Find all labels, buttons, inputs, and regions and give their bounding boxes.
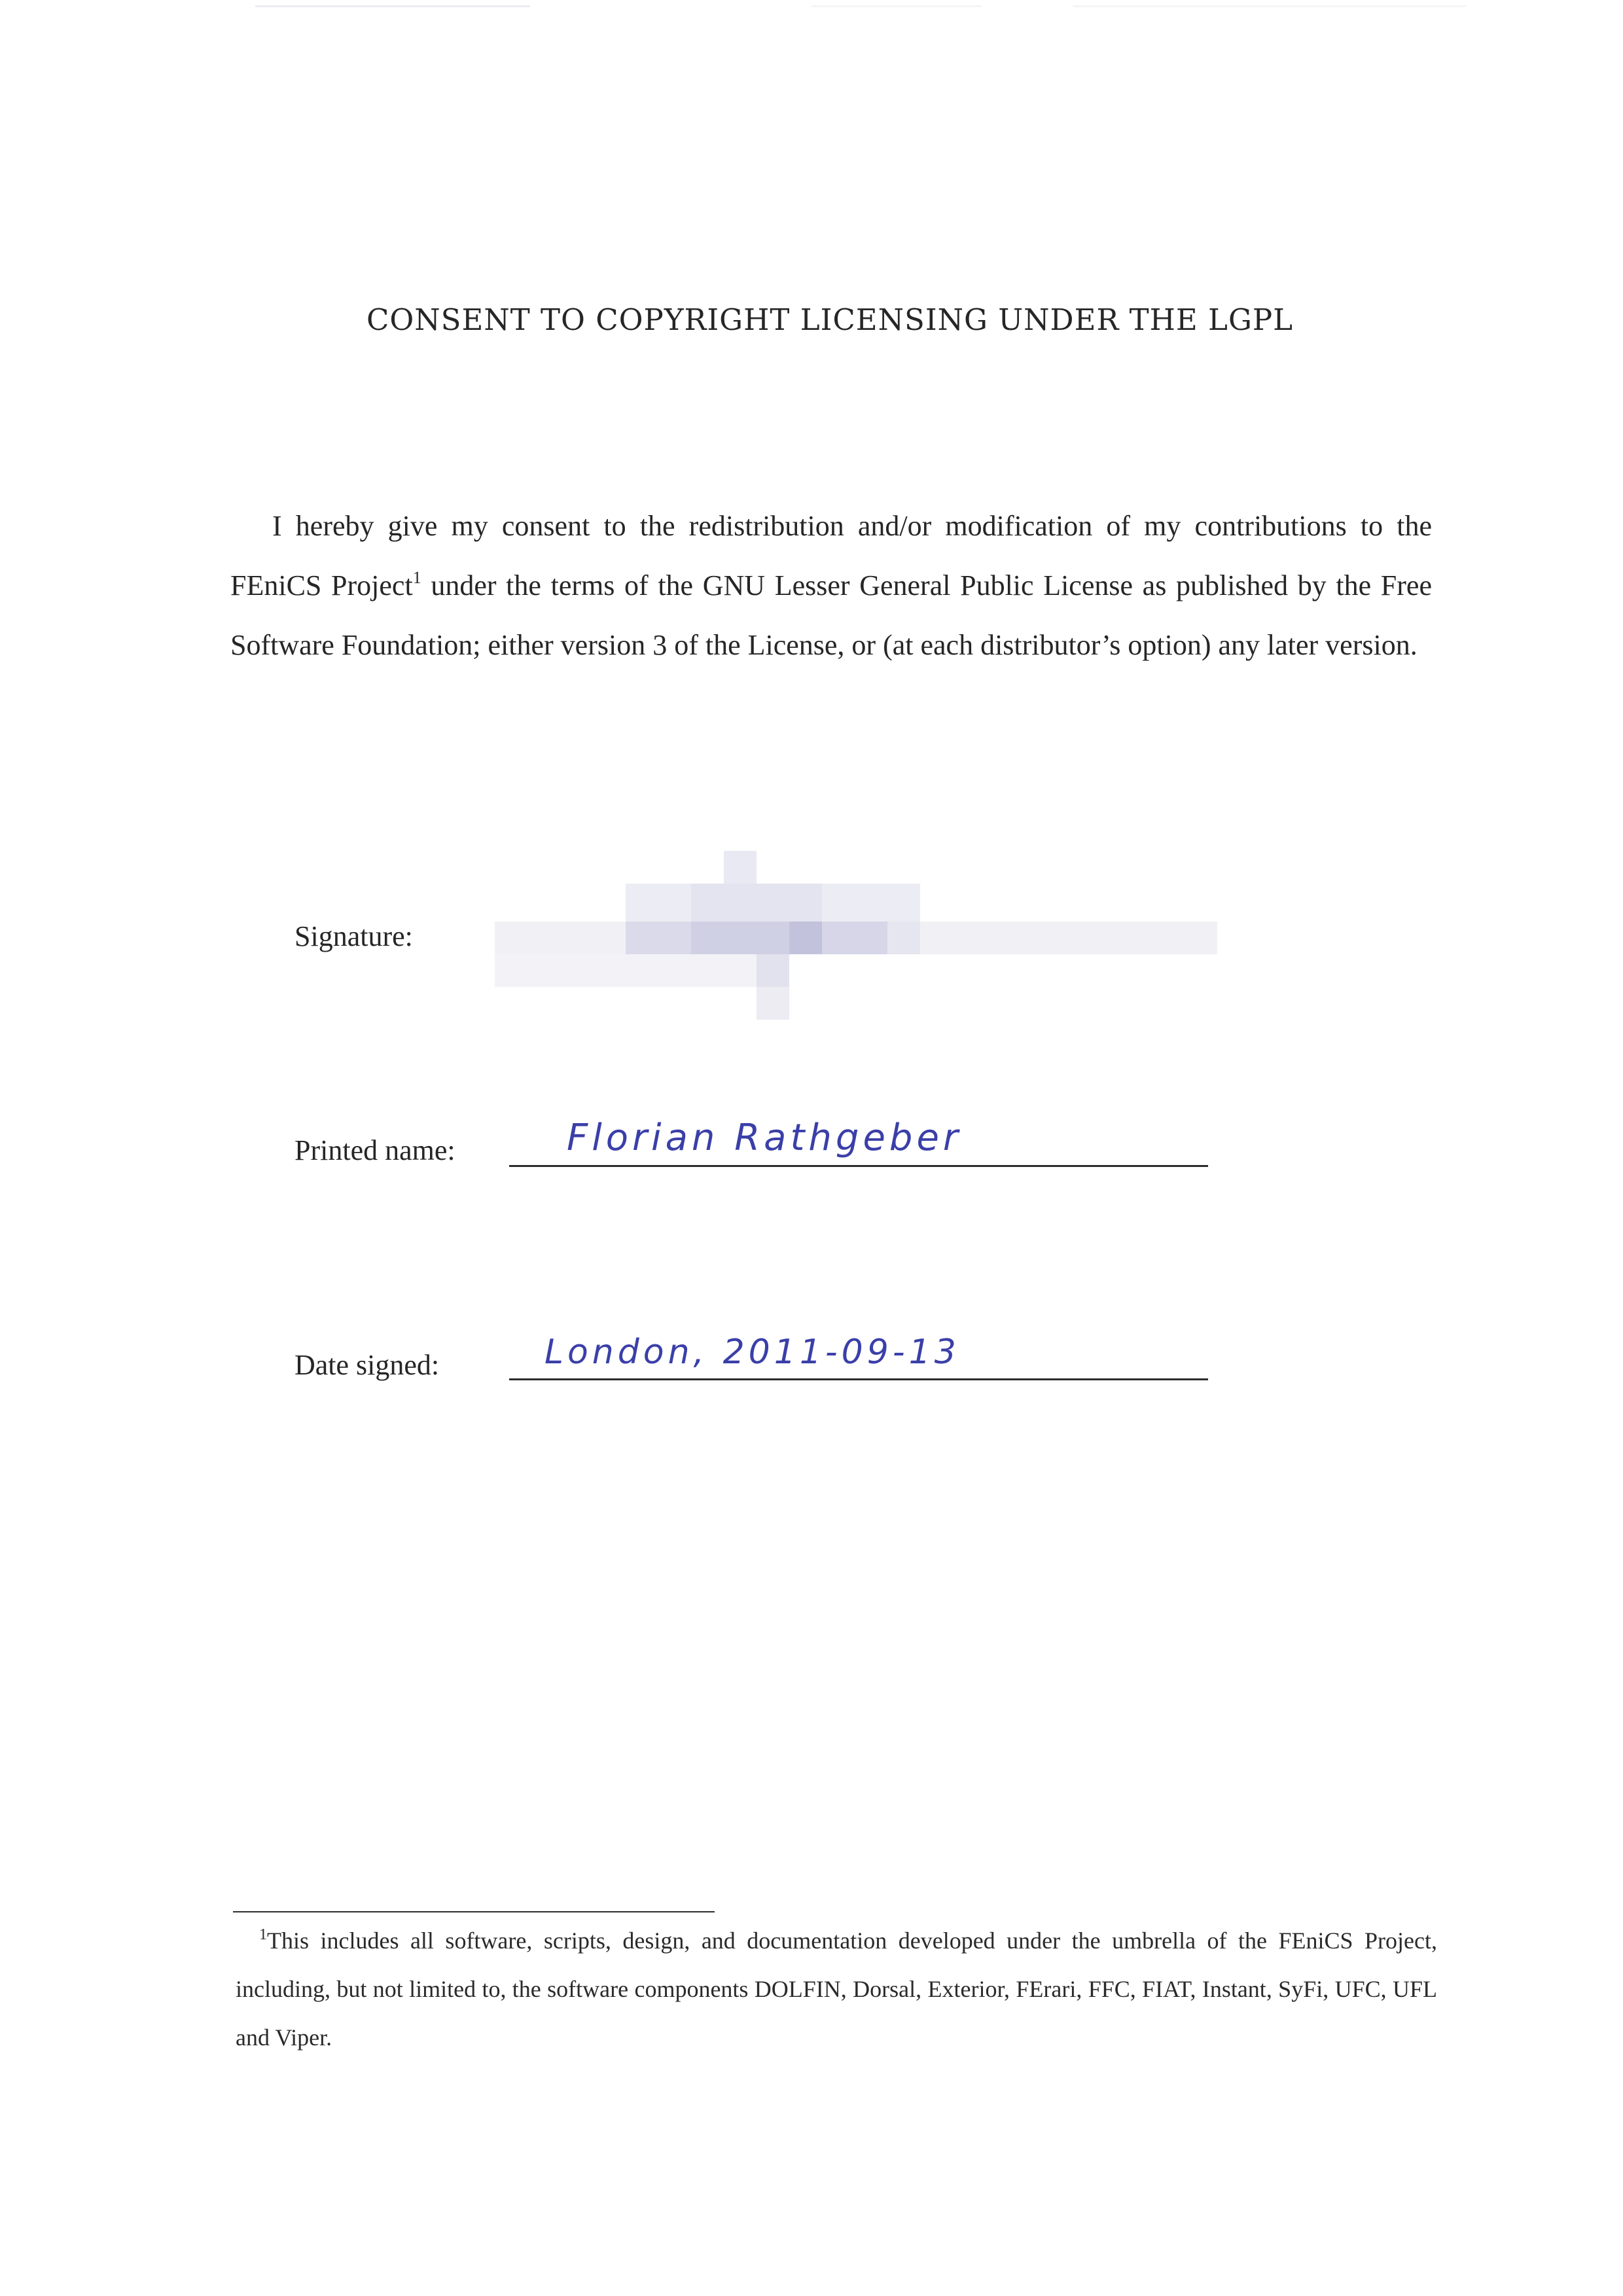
footnote-divider: [233, 1911, 715, 1912]
scan-artifact: [255, 5, 530, 7]
footnote-text: This includes all software, scripts, design, and documentation developed under the umbrella of the FEniCS Project, including, but not limited to, the software components DOLFIN, Dorsal, Exterior, FErari, FFC, FIAT, Instant, SyFi, UFC, UFL and Viper.: [236, 1928, 1437, 2051]
footnote-reference[interactable]: 1: [412, 568, 421, 587]
consent-paragraph: [230, 496, 1432, 675]
scan-artifact: [812, 5, 982, 7]
date-signed-label: Date signed:: [294, 1349, 440, 1381]
date-signed-line: [509, 1378, 1208, 1380]
redacted-signature: [495, 851, 1217, 1020]
footnote: [236, 1916, 1437, 2062]
printed-name-line: [509, 1165, 1208, 1167]
signature-label: Signature:: [294, 920, 413, 952]
printed-name-value: Florian Rathgeber: [567, 1117, 962, 1159]
document-title: CONSENT TO COPYRIGHT LICENSING UNDER THE LGPL: [366, 302, 1294, 337]
footnote-number: 1: [259, 1926, 267, 1943]
date-signed-value: London, 2011-09-13: [544, 1333, 960, 1372]
consent-text-part1: I hereby give my consent to the redistribution and/or modification of my contributions to the FEniCS Project: [230, 510, 1432, 601]
printed-name-label: Printed name:: [294, 1134, 455, 1166]
consent-text-part2: under the terms of the GNU Lesser General Public License as published by the Free Software Foundation; either version 3 of the License, or (at each distributor’s option) any later version.: [230, 569, 1432, 661]
scan-artifact: [1073, 5, 1466, 7]
